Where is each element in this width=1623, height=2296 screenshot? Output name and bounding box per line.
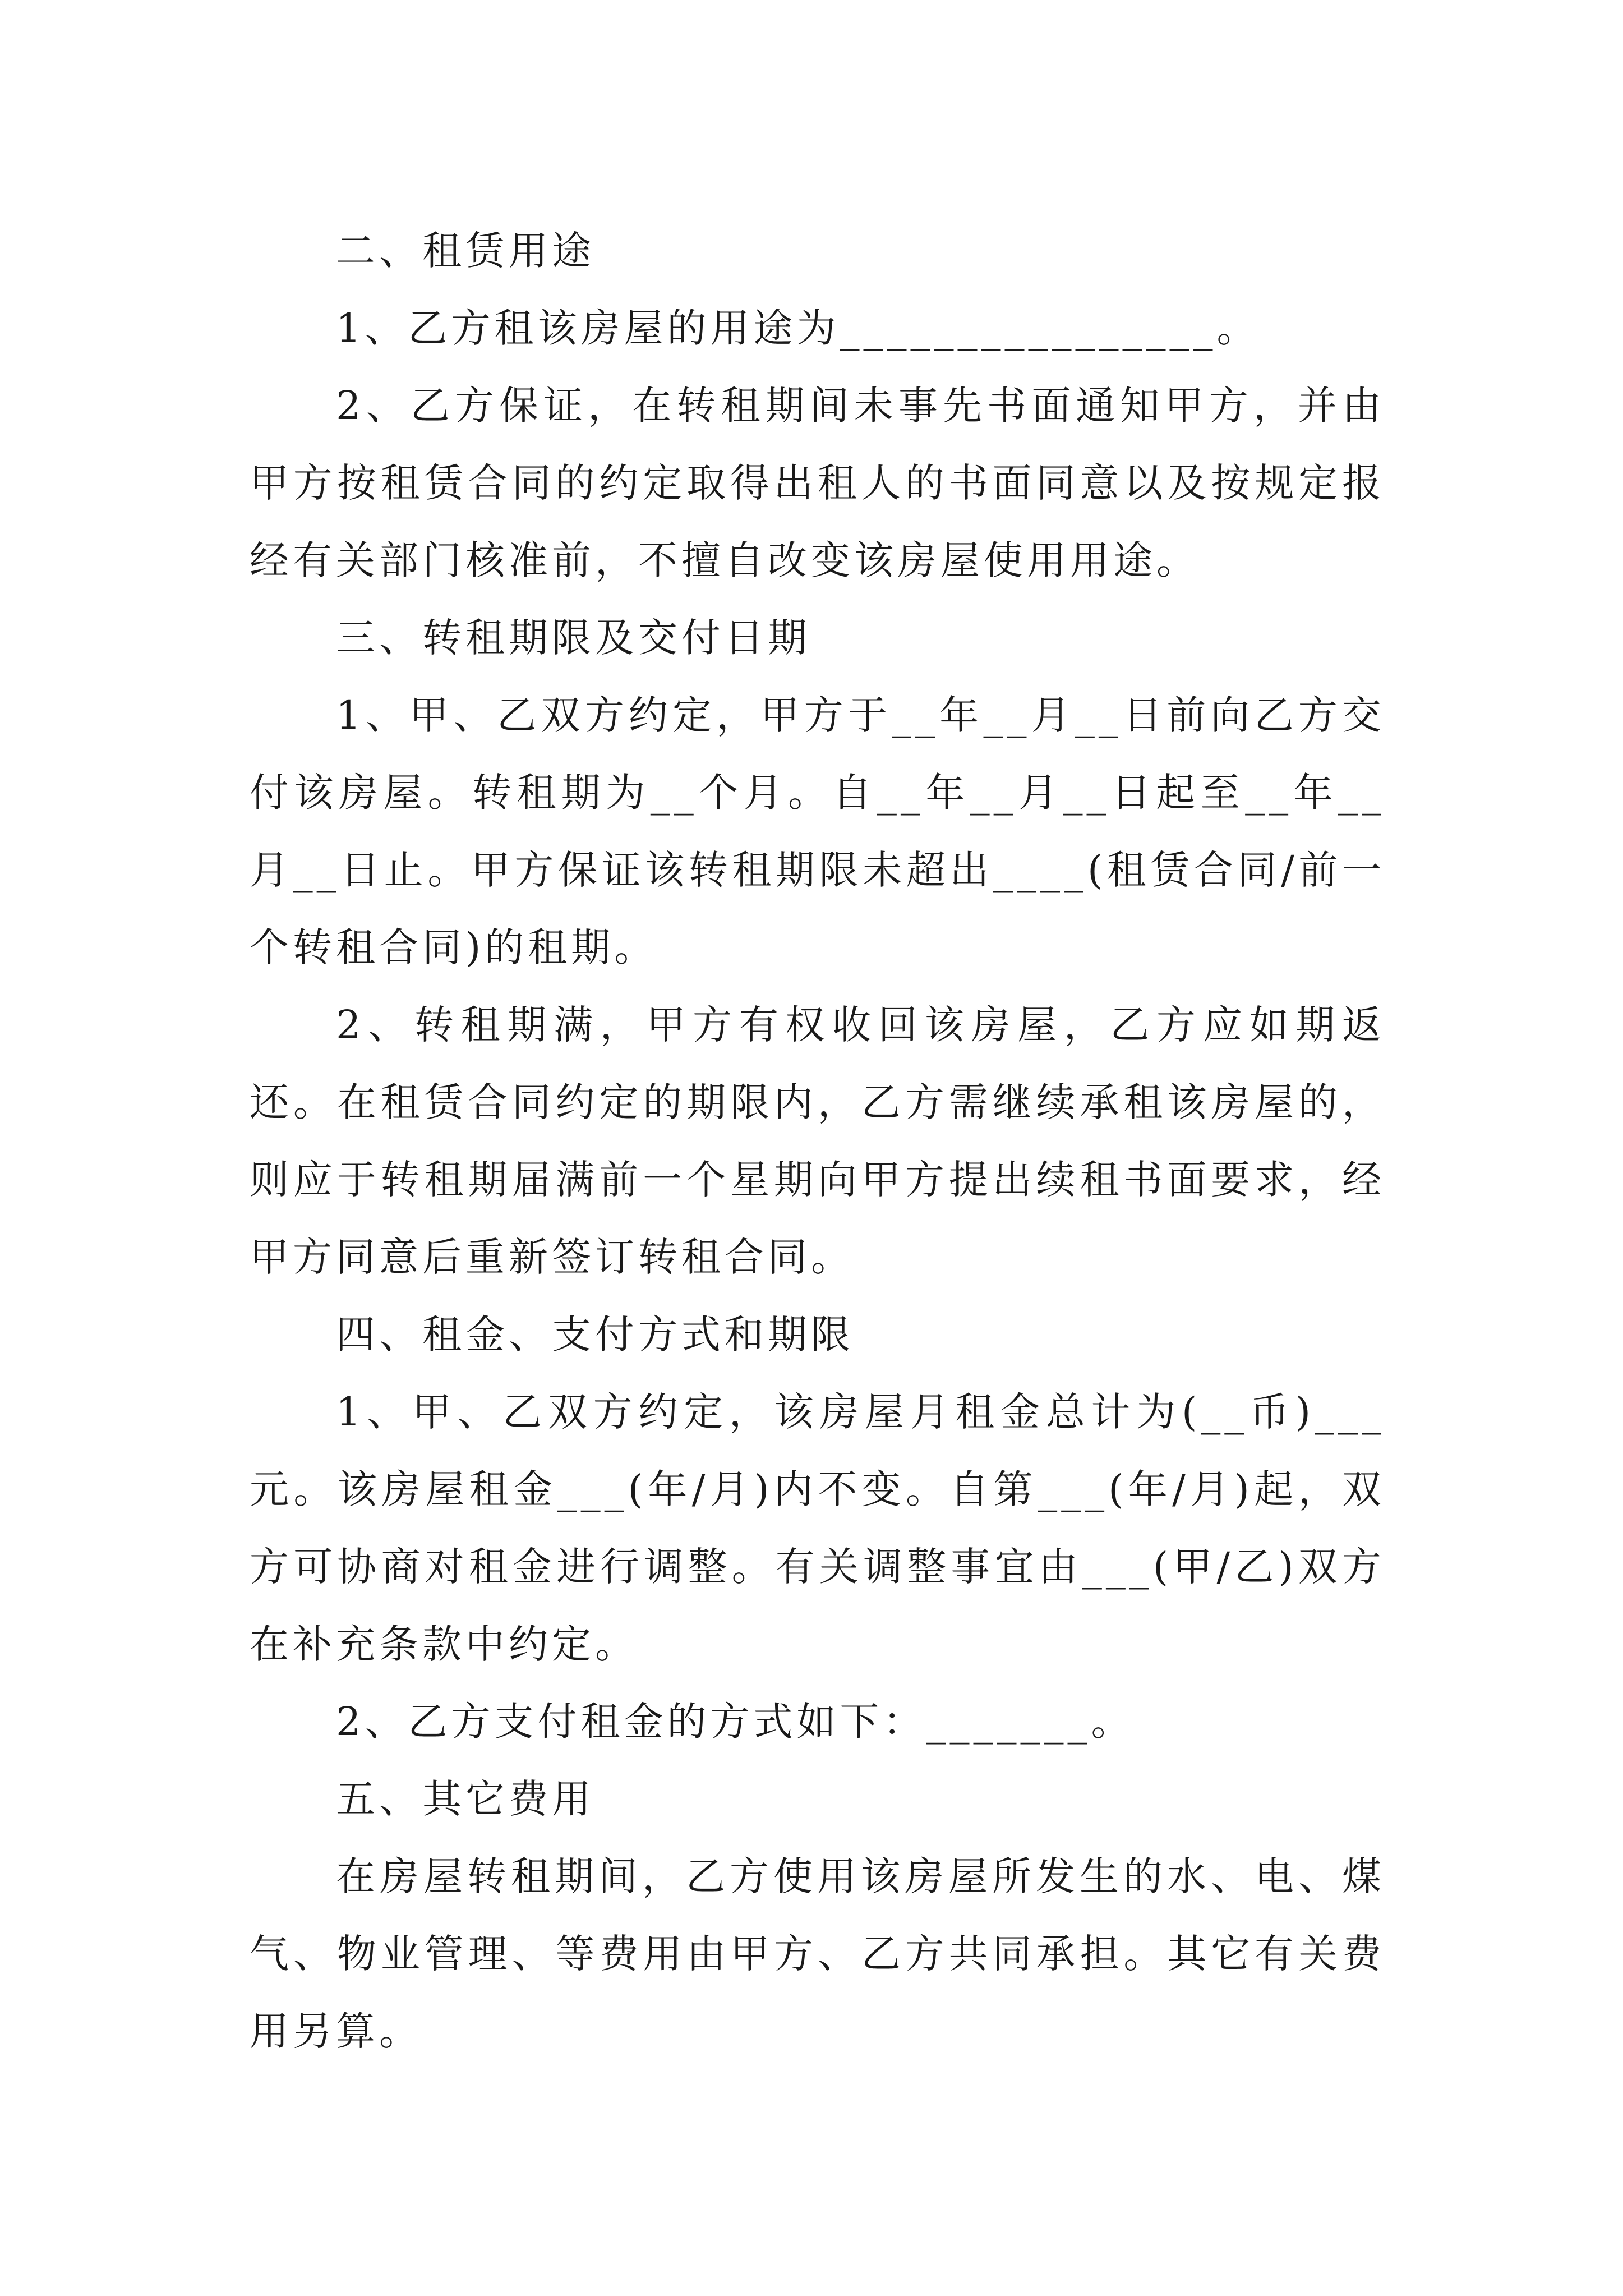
document-body xyxy=(250,212,1385,2070)
clause-term-delivery: 1、甲、乙双方约定，甲方于__年__月__日前向乙方交付该房屋。转租期为__个月。自__年__月__日起至__年__月__日止。甲方保证该转租期限未超出____(租赁合同/前一个转租合同)的租期。 xyxy=(250,692,1385,970)
clause-usage-guarantee: 2、乙方保证，在转租期间未事先书面通知甲方，并由甲方按租赁合同的约定取得出租人的书面同意以及按规定报经有关部门核准前，不擅自改变该房屋使用用途。 xyxy=(250,383,1385,583)
clause-rent-amount: 1、甲、乙双方约定，该房屋月租金总计为(__币)___元。该房屋租金___(年/月)内不变。自第___(年/月)起，双方可协商对租金进行调整。有关调整事宜由___(甲/乙)双方在补充条款中约定。 xyxy=(250,1389,1385,1667)
section-heading-usage: 二、租赁用途 xyxy=(336,228,595,274)
clause-rent-payment: 2、乙方支付租金的方式如下：_______。 xyxy=(336,1699,1135,1745)
clause-usage-purpose: 1、乙方租该房屋的用途为________________。 xyxy=(336,305,1260,351)
section-heading-rent: 四、租金、支付方式和期限 xyxy=(336,1312,854,1358)
section-heading-other-fees: 五、其它费用 xyxy=(336,1776,595,1822)
section-heading-term: 三、转租期限及交付日期 xyxy=(336,615,811,661)
clause-term-expiry: 2、转租期满，甲方有权收回该房屋，乙方应如期返还。在租赁合同约定的期限内，乙方需继续承租该房屋的，则应于转租期届满前一个星期向甲方提出续租书面要求，经甲方同意后重新签订转租合同。 xyxy=(250,1002,1385,1280)
clause-other-fees: 在房屋转租期间，乙方使用该房屋所发生的水、电、煤气、物业管理、等费用由甲方、乙方共同承担。其它有关费用另算。 xyxy=(250,1853,1385,2054)
